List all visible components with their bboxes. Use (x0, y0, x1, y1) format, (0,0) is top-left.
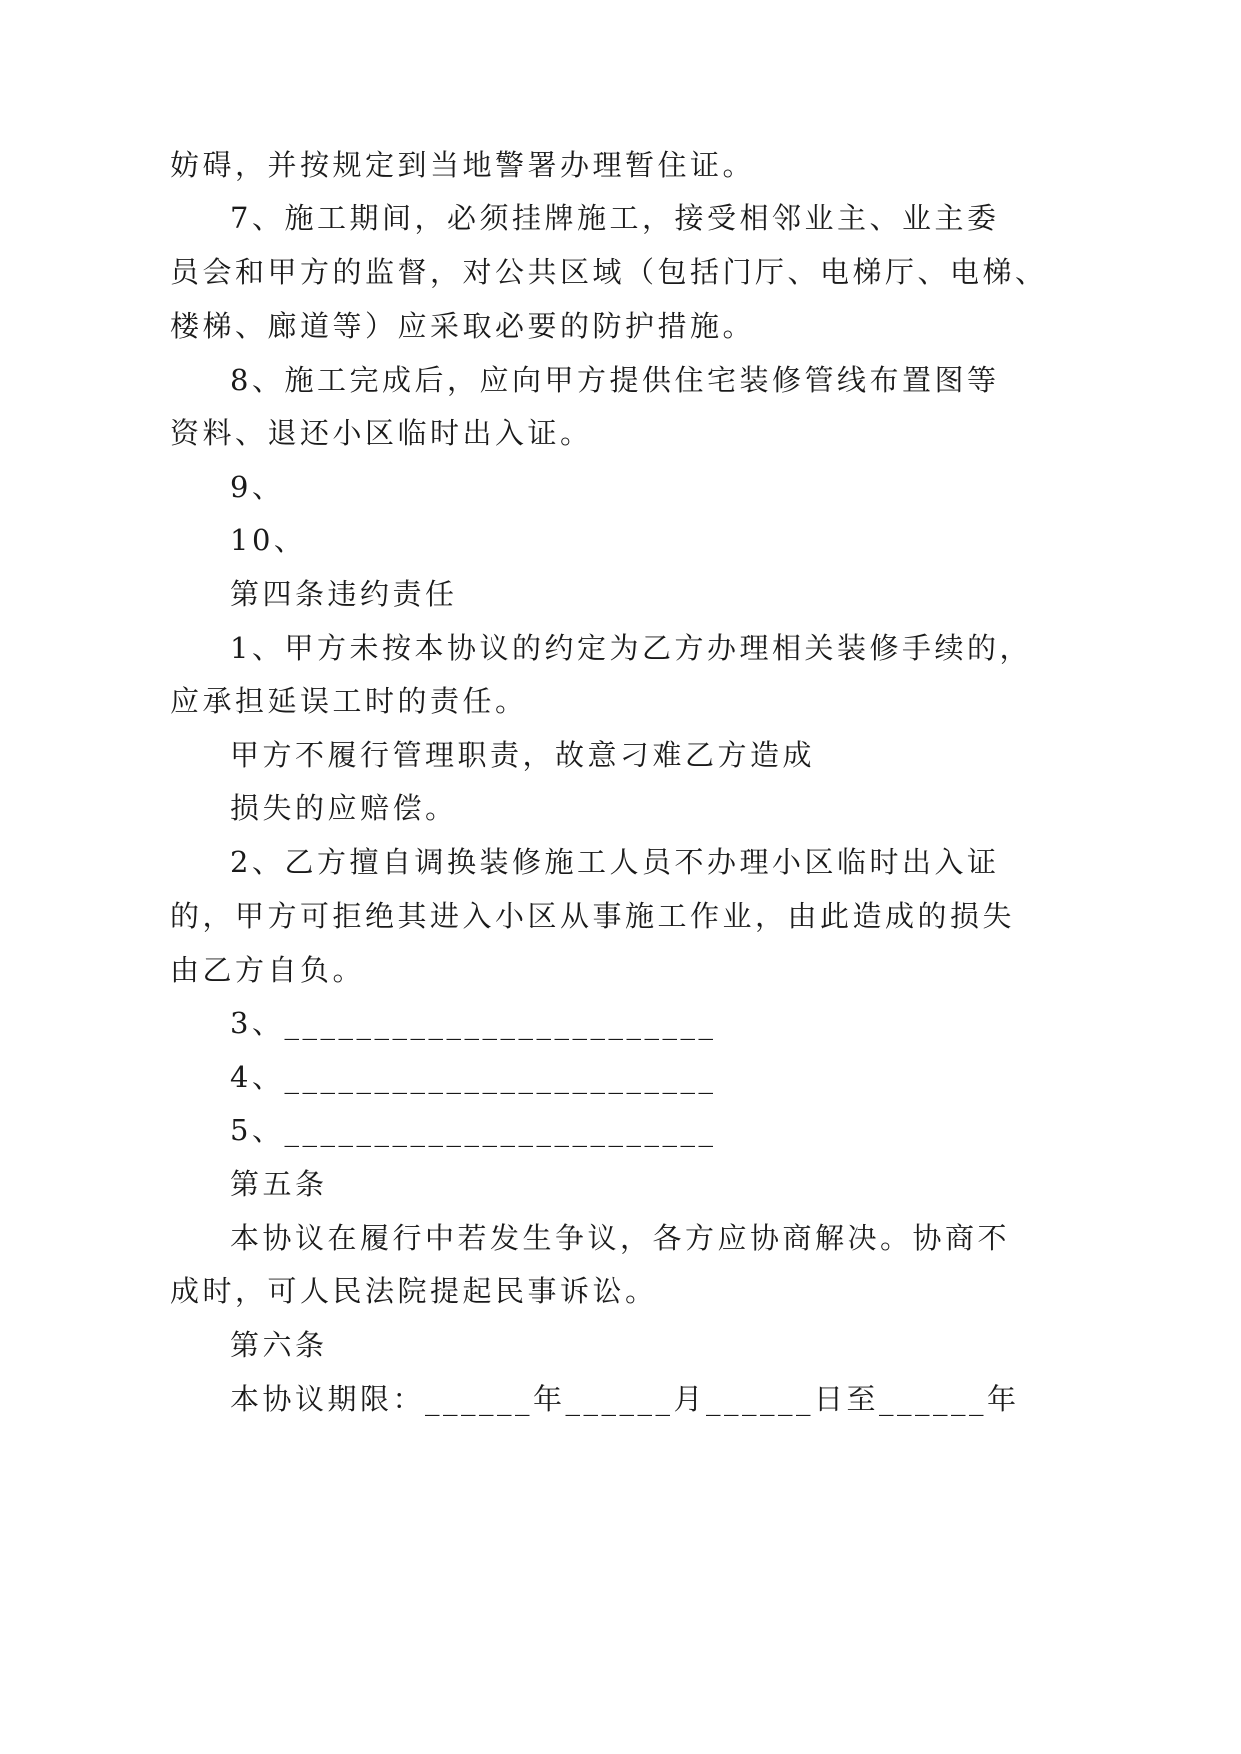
text-line: 本协议在履行中若发生争议，各方应协商解决。协商不 (230, 1221, 1011, 1255)
section-heading: 第四条违约责任 (230, 577, 458, 611)
text-line: 7、施工期间，必须挂牌施工，接受相邻业主、业主委 (230, 201, 1000, 235)
text-line: 员会和甲方的监督，对公共区域（包括门厅、电梯厅、电梯、 (170, 255, 1048, 289)
text-line: 甲方不履行管理职责，故意刁难乙方造成 (230, 738, 816, 772)
text-line: 损失的应赔偿。 (230, 791, 458, 825)
text-line: 本协议期限：______年______月______日至______年 (230, 1382, 1020, 1416)
text-line: 资料、退还小区临时出入证。 (170, 416, 593, 450)
text-line: 由乙方自负。 (170, 953, 366, 987)
text-line: 妨碍，并按规定到当地警署办理暂住证。 (170, 148, 756, 182)
blank-item-line: 5、________________________ (230, 1113, 717, 1147)
text-line: 楼梯、廊道等）应采取必要的防护措施。 (170, 309, 756, 343)
text-line: 10、 (230, 523, 307, 557)
text-line: 的，甲方可拒绝其进入小区从事施工作业，由此造成的损失 (170, 899, 1016, 933)
blank-item-line: 4、________________________ (230, 1060, 717, 1094)
section-heading: 第六条 (230, 1328, 328, 1362)
text-line: 应承担延误工时的责任。 (170, 684, 528, 718)
blank-item-line: 3、________________________ (230, 1006, 717, 1040)
text-line: 9、 (230, 470, 285, 504)
text-line: 2、乙方擅自调换装修施工人员不办理小区临时出入证 (230, 845, 1000, 879)
section-heading: 第五条 (230, 1167, 328, 1201)
text-line: 8、施工完成后，应向甲方提供住宅装修管线布置图等 (230, 363, 1000, 397)
text-line: 成时，可人民法院提起民事诉讼。 (170, 1274, 658, 1308)
text-line: 1、甲方未按本协议的约定为乙方办理相关装修手续的， (230, 631, 1032, 665)
